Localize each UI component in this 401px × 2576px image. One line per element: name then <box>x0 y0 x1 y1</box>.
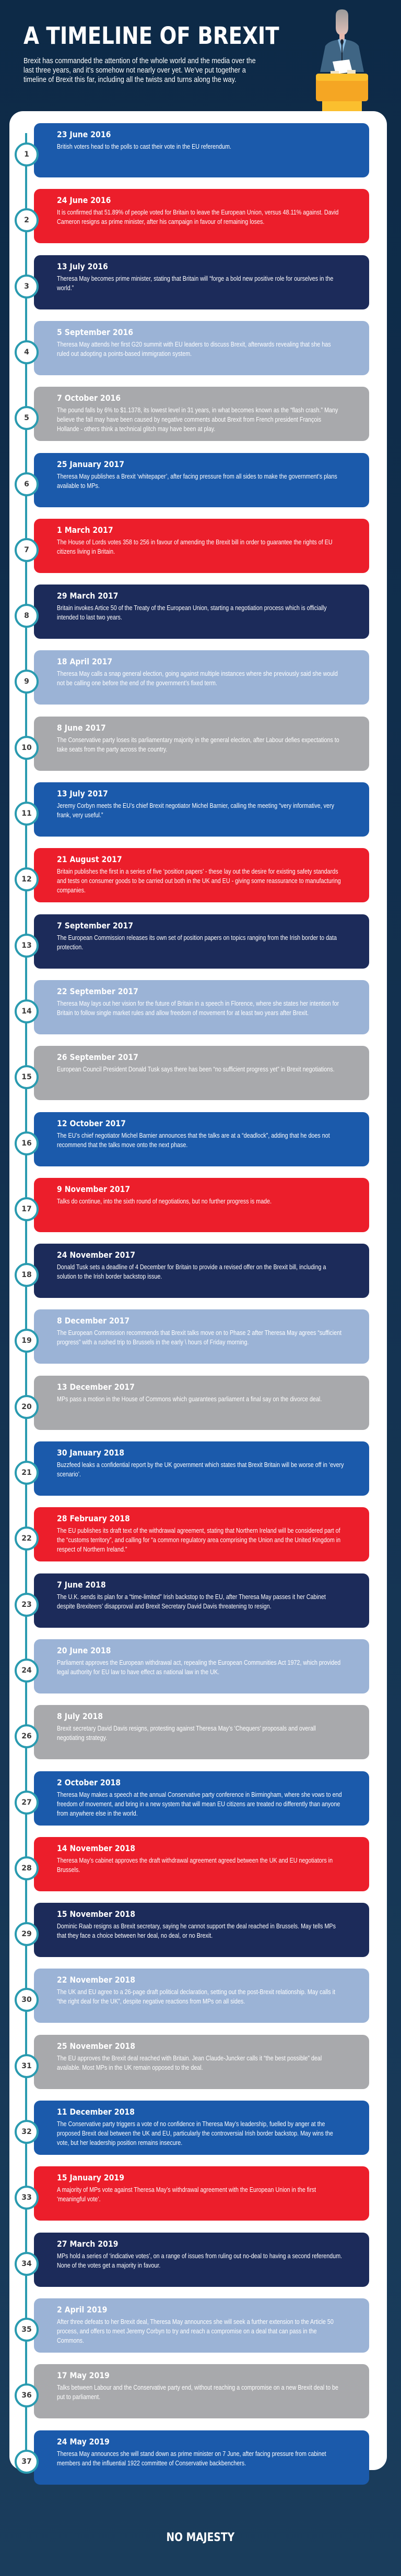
event-number-marker: 29 <box>15 1922 39 1946</box>
event-number-marker: 17 <box>15 1197 39 1221</box>
event-number-marker: 13 <box>15 934 39 958</box>
event-date: 25 November 2018 <box>57 2041 136 2051</box>
event-date: 8 July 2018 <box>57 1711 103 1721</box>
event-description: The EU’s chief negotiator Michel Barnier announces that the talks are at a “deadlock”, adding that he does not recommend that the talks move onto the next phase. <box>57 1132 330 1149</box>
event-number-marker: 28 <box>15 1856 39 1880</box>
event-description: The EU approves the Brexit deal reached with Britain. Jean Claude-Juncker calls it “the best possible” deal available. Most MPs in the UK remain opposed to the deal. <box>57 2055 322 2071</box>
event-date: 13 December 2017 <box>57 1382 135 1392</box>
timeline-event-card <box>34 848 369 902</box>
event-date: 9 November 2017 <box>57 1184 131 1194</box>
event-description: Theresa May lays out her vision for the future of Britain in a speech in Florence, where she states her intention for Britain to follow single market rules and allow freedom of movement for at least two years after Brexit. <box>57 1000 339 1017</box>
event-number-marker: 15 <box>15 1065 39 1089</box>
event-number-marker: 8 <box>15 604 39 628</box>
event-date: 12 October 2017 <box>57 1118 126 1128</box>
event-date: 5 September 2016 <box>57 327 134 337</box>
event-number-marker: 21 <box>15 1461 39 1485</box>
event-description: The U.K. sends its plan for a “time-limited” Irish backstop to the EU, after Theresa May passes it her Cabinet despite Brexiteers’ disapproval and Brexit Secretary David Davis threatening to resign. <box>57 1593 326 1610</box>
event-date: 8 June 2017 <box>57 723 106 733</box>
event-description: The House of Lords votes 358 to 256 in favour of amending the Brexit bill in order to guarantee the rights of EU citizens living in Britain. <box>57 539 333 555</box>
event-description: European Council President Donald Tusk says there has been “no sufficient progress yet” in Brexit negotiations. <box>57 1066 335 1073</box>
event-number-marker: 26 <box>15 1724 39 1748</box>
event-description: A majority of MPs vote against Theresa May’s withdrawal agreement with the European Union in the first ‘meaningful vote’. <box>57 2186 316 2203</box>
timeline-event-card <box>34 2298 369 2353</box>
event-date: 29 March 2017 <box>57 591 119 601</box>
intro-text: Brexit has commanded the attention of the whole world and the media over the last three years, and it’s somehow not nearly over yet. We’ve put together a timeline of Brexit this far, including all the twists and turns along the way. <box>23 57 256 84</box>
event-number-marker: 19 <box>15 1329 39 1353</box>
timeline-event-card <box>34 453 369 507</box>
event-date: 7 June 2018 <box>57 1580 106 1590</box>
event-description: Jeremy Corbyn meets the EU’s chief Brexit negotiator Michel Barnier, calling the meeting “very informative, very frank, very useful.” <box>57 802 334 819</box>
timeline-event-card <box>34 2364 369 2418</box>
speaker-at-podium-icon <box>305 4 379 111</box>
event-description: The Conservative party loses its parliamentary majority in the general election, after Labour defies expectations to take seats from the party across the country. <box>57 736 339 753</box>
event-date: 22 November 2018 <box>57 1975 136 1985</box>
event-number-marker: 6 <box>15 472 39 496</box>
event-date: 13 July 2016 <box>57 261 108 271</box>
timeline-event-card <box>34 717 369 771</box>
event-number-marker: 16 <box>15 1131 39 1155</box>
timeline-event-card <box>34 1309 369 1364</box>
timeline-event-card <box>34 1046 369 1100</box>
event-description: Talks do continue, into the sixth round of negotiations, but no further progress is made. <box>57 1198 272 1205</box>
event-description: Brexit secretary David Davis resigns, protesting against Theresa May’s ‘Chequers’ proposals and overall negotiating strategy. <box>57 1725 316 1742</box>
event-date: 23 June 2016 <box>57 129 111 139</box>
event-date: 24 November 2017 <box>57 1250 136 1260</box>
event-number-marker: 7 <box>15 538 39 562</box>
event-description: Talks between Labour and the Conservative party end, without reaching a compromise on a new Brexit deal to be put to parliament. <box>57 2384 339 2401</box>
brand-footer <box>0 2531 401 2544</box>
event-number-marker: 24 <box>15 1659 39 1683</box>
event-date: 30 January 2018 <box>57 1448 125 1458</box>
timeline-event-card <box>34 1705 369 1759</box>
event-description: The European Commission releases its own set of position papers on topics ranging from the Irish border to data protection. <box>57 934 337 951</box>
event-number-marker: 36 <box>15 2383 39 2407</box>
event-date: 15 January 2019 <box>57 2173 125 2183</box>
event-date: 2 April 2019 <box>57 2305 108 2315</box>
event-description: Theresa May announces she will stand down as prime minister on 7 June, after facing pressure from cabinet members and the influential 1922 committee of Conservative backbenchers. <box>57 2450 326 2467</box>
event-number-marker: 33 <box>15 2186 39 2210</box>
event-number-marker: 20 <box>15 1395 39 1419</box>
event-date: 15 November 2018 <box>57 1909 136 1919</box>
event-number-marker: 1 <box>15 142 39 166</box>
event-description: Theresa May makes a speech at the annual Conservative party conference in Birmingham, where she vows to end freedom of movement, and bring in a new system that will mean EU citizens are treated no differently than anyone from anywhere else in the world. <box>57 1791 342 1817</box>
timeline-event-card <box>34 519 369 573</box>
event-description: The pound falls by 6% to $1.1378, its lowest level in 31 years, in what becomes known as the “flash crash.” Many believe the fall may have been caused by negative comments about Brexit from French president François Hollande - others think a technical glitch may have been at play. <box>57 407 338 433</box>
event-date: 17 May 2019 <box>57 2370 110 2380</box>
event-description: Theresa May attends her first G20 summit with EU leaders to discuss Brexit, afterwards revealing that she has ruled out adopting a points-based immigration system. <box>57 341 331 357</box>
page-title: A TIMELINE OF BREXIT <box>23 22 279 50</box>
event-description: The European Commission recommends that Brexit talks move on to Phase 2 after Theresa May agrees “sufficient progress” with a rushed trip to Brussels in the early \ hours of Friday morning. <box>57 1329 342 1346</box>
event-description: It is confirmed that 51.89% of people voted for Britain to leave the European Union, versus 48.11% against. David Cameron resigns as prime minister, after his campaign in favour of remaining loses. <box>57 209 339 225</box>
timeline-event-card <box>34 980 369 1034</box>
event-number-marker: 4 <box>15 340 39 364</box>
event-date: 7 October 2016 <box>57 393 121 403</box>
event-number-marker: 31 <box>15 2054 39 2078</box>
event-description: Theresa May becomes prime minister, stating that Britain will “forge a bold new positive role for ourselves in the world.” <box>57 275 334 292</box>
event-number-marker: 34 <box>15 2252 39 2276</box>
event-description: After three defeats to her Brexit deal, Theresa May announces she will seek a further extension to the Article 50 process, and offers to meet Jeremy Corbyn to try and reach a compromise on a deal that can pass in the Commons. <box>57 2318 334 2344</box>
timeline-event-card <box>34 387 369 441</box>
timeline-event-card <box>34 1507 369 1561</box>
event-date: 25 January 2017 <box>57 459 125 469</box>
timeline-event-card <box>34 2035 369 2089</box>
timeline-event-card <box>34 1244 369 1298</box>
timeline-event-card <box>34 1903 369 1957</box>
timeline-event-card <box>34 585 369 639</box>
event-date: 27 March 2019 <box>57 2239 119 2249</box>
event-number-marker: 5 <box>15 406 39 430</box>
timeline-event-card <box>34 650 369 705</box>
event-date: 14 November 2018 <box>57 1843 136 1853</box>
event-description: Britain publishes the first in a series of five ‘position papers’ - these lay out the desire for existing safety standards and tests on consumer goods to be carried out both in the UK and EU - giving some reassurance to manufacturing companies. <box>57 868 341 894</box>
timeline-event-card <box>34 255 369 309</box>
event-date: 11 December 2018 <box>57 2107 135 2117</box>
event-number-marker: 10 <box>15 736 39 760</box>
event-number-marker: 37 <box>15 2450 39 2474</box>
event-description: The EU publishes its draft text of the withdrawal agreement, stating that Northern Ireland will be considered part of the “customs territory”, and calling for “a common regulatory area comprising the Union and the United Kingdom in respect of Northern Ireland.” <box>57 1527 341 1553</box>
event-date: 8 December 2017 <box>57 1316 130 1326</box>
event-number-marker: 9 <box>15 670 39 694</box>
timeline-event-card <box>34 1376 369 1430</box>
brand-logo: NO MAJESTY <box>166 2531 235 2544</box>
event-date: 20 June 2018 <box>57 1645 111 1655</box>
event-description: The UK and EU agree to a 26-page draft political declaration, setting out the post-Brexit relationship. May calls it “the right deal for the UK”, despite negative reactions from MPs on all sides. <box>57 1988 336 2005</box>
timeline-event-card <box>34 2430 369 2485</box>
event-date: 7 September 2017 <box>57 921 134 931</box>
event-date: 24 May 2019 <box>57 2437 110 2447</box>
event-description: The Conservative party triggers a vote of no confidence in Theresa May’s leadership, fuelled by anger at the proposed Brexit deal between the UK and EU, particularly the controversial Irish border backstop. May wins the vote, but her leadership position remains insecure. <box>57 2120 333 2146</box>
event-number-marker: 22 <box>15 1526 39 1551</box>
timeline-event-card <box>34 2101 369 2155</box>
event-number-marker: 27 <box>15 1791 39 1815</box>
event-number-marker: 14 <box>15 999 39 1023</box>
event-number-marker: 18 <box>15 1263 39 1287</box>
event-date: 2 October 2018 <box>57 1778 121 1787</box>
event-number-marker: 32 <box>15 2120 39 2144</box>
timeline-event-card <box>34 189 369 243</box>
event-description: Britain invokes Artice 50 of the Treaty of the European Union, starting a negotiation process which is officially intended to last two years. <box>57 604 327 621</box>
event-description: Buzzfeed leaks a confidential report by the UK government which states that Brexit Britain will be worse off in ‘every scenario’. <box>57 1461 344 1478</box>
timeline-event-card <box>34 2233 369 2287</box>
event-description: Dominic Raab resigns as Brexit secretary, saying he cannot support the deal reached in Brussels. May tells MPs that they face a choice between her deal, no deal, or no Brexit. <box>57 1923 336 1939</box>
timeline-event-card <box>34 1837 369 1891</box>
timeline-event-card <box>34 2166 369 2221</box>
event-date: 21 August 2017 <box>57 854 122 864</box>
event-description: Theresa May’s cabinet approves the draft withdrawal agreement agreed between the UK and EU negotiators in Brussels. <box>57 1857 333 1874</box>
timeline-event-card <box>34 1112 369 1166</box>
event-date: 18 April 2017 <box>57 657 113 666</box>
event-description: Theresa May calls a snap general election, going against multiple instances where she previously said she would not be calling one before the end of the government’s fixed term. <box>57 670 338 687</box>
event-number-marker: 35 <box>15 2318 39 2342</box>
event-number-marker: 23 <box>15 1593 39 1617</box>
timeline-event-card <box>34 914 369 969</box>
timeline-event-card <box>34 1573 369 1628</box>
header <box>0 0 401 112</box>
timeline-event-card <box>34 123 369 177</box>
timeline-event-card <box>34 1178 369 1232</box>
event-number-marker: 2 <box>15 208 39 232</box>
event-date: 24 June 2016 <box>57 195 111 205</box>
event-date: 26 September 2017 <box>57 1052 138 1062</box>
event-date: 1 March 2017 <box>57 525 113 535</box>
event-description: Theresa May publishes a Brexit ‘whitepaper’, after facing pressure from all sides to make the government’s plans available to MPs. <box>57 473 337 490</box>
event-number-marker: 12 <box>15 867 39 891</box>
event-number-marker: 30 <box>15 1988 39 2012</box>
timeline-event-card <box>34 321 369 375</box>
timeline-event-card <box>34 1771 369 1826</box>
event-description: Parliament approves the European withdrawal act, repealing the European Communities Act 1972, which provided legal authority for EU law to have effect as national law in the UK. <box>57 1659 341 1676</box>
event-description: British voters head to the polls to cast their vote in the EU referendum. <box>57 143 232 150</box>
event-description: Donald Tusk sets a deadline of 4 December for Britain to provide a revised offer on the Brexit bill, including a solution to the Irish border backstop issue. <box>57 1263 326 1280</box>
timeline-event-card <box>34 1441 369 1496</box>
event-description: MPs hold a series of ‘indicative votes’, on a range of issues from ruling out no-deal to having a second referendum. None of the votes get a majority in favour. <box>57 2252 343 2269</box>
event-description: MPs pass a motion in the House of Commons which guarantees parliament a final say on the divorce deal. <box>57 1396 322 1403</box>
event-date: 13 July 2017 <box>57 789 108 798</box>
timeline-event-card <box>34 1639 369 1694</box>
event-number-marker: 3 <box>15 275 39 299</box>
event-date: 28 February 2018 <box>57 1513 130 1523</box>
event-date: 22 September 2017 <box>57 986 138 996</box>
timeline-event-card <box>34 1969 369 2023</box>
timeline-event-card <box>34 782 369 837</box>
event-number-marker: 11 <box>15 802 39 826</box>
